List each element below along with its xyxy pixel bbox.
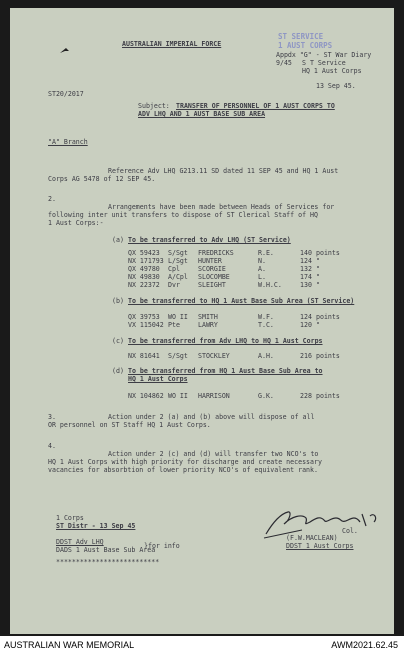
- reference-line-2: Corps AG 5478 of 12 SEP 45.: [48, 175, 156, 183]
- rank: Cpl: [168, 265, 180, 273]
- initials: W.H.C.: [258, 281, 282, 289]
- distribution-rule: **************************: [56, 558, 160, 566]
- points-value: 130: [300, 281, 312, 289]
- service-number: NX 22372: [128, 281, 160, 289]
- section-a-title: To be transferred to Adv LHQ (ST Service): [128, 236, 291, 244]
- service-number: VX 115042: [128, 321, 164, 329]
- initials: L.: [258, 273, 266, 281]
- paragraph-2-line-2: following inter unit transfers to dispose of ST Clerical Staff of HQ: [48, 211, 318, 219]
- rank: A/Cpl: [168, 273, 188, 281]
- section-b-label: (b): [112, 297, 124, 305]
- points-unit: points: [316, 352, 340, 360]
- paragraph-4-line-1: Action under 2 (c) and (d) will transfer two NCO's to: [108, 450, 319, 458]
- paragraph-2-line-3: 1 Aust Corps:-: [48, 219, 104, 227]
- section-d-title-2: HQ 1 Aust Corps: [128, 375, 188, 383]
- initials: T.C.: [258, 321, 274, 329]
- archive-footer: [0, 636, 404, 653]
- points-unit: ": [316, 273, 320, 281]
- service-number: NX 104862: [128, 392, 164, 400]
- rank: WO II: [168, 313, 188, 321]
- punch-hole-mark: [60, 48, 70, 54]
- signature-rank: Col.: [342, 527, 358, 535]
- unit-line-2: HQ 1 Aust Corps: [302, 67, 362, 75]
- force-heading: AUSTRALIAN IMPERIAL FORCE: [122, 40, 222, 48]
- points-unit: points: [316, 392, 340, 400]
- footer-institution: AUSTRALIAN WAR MEMORIAL: [4, 640, 135, 650]
- section-a-label: (a): [112, 236, 124, 244]
- paragraph-4-line-2: HQ 1 Aust Corps with high priority for discharge and create necessary: [48, 458, 322, 466]
- section-d-title-1: To be transferred from HQ 1 Aust Base Sub Area to: [128, 367, 323, 375]
- points-value: 124: [300, 313, 312, 321]
- rank: S/Sgt: [168, 352, 188, 360]
- surname: HUNTER: [198, 257, 222, 265]
- initials: W.F.: [258, 313, 274, 321]
- surname: HARRISON: [198, 392, 230, 400]
- table-row: [10, 266, 394, 273]
- initials: A.: [258, 265, 266, 273]
- subject-label: Subject:: [138, 102, 170, 110]
- paragraph-2-number: 2.: [48, 195, 56, 203]
- appendix-number: 9/45: [276, 59, 292, 67]
- signature-name: (F.W.MACLEAN): [286, 534, 338, 542]
- paragraph-4-number: 4.: [48, 442, 56, 450]
- branch-heading: "A" Branch: [48, 138, 88, 146]
- section-b-title: To be transferred to HQ 1 Aust Base Sub Area (ST Service): [128, 297, 355, 305]
- surname: LAWRY: [198, 321, 218, 329]
- surname: SLEIGHT: [198, 281, 226, 289]
- footer-accession: AWM2021.62.45: [331, 640, 398, 650]
- subject-line-1: TRANSFER OF PERSONNEL OF 1 AUST CORPS TO: [176, 102, 335, 110]
- points-unit: ": [316, 321, 320, 329]
- table-row: [10, 353, 394, 360]
- service-number: QX 59423: [128, 249, 160, 257]
- service-number: NX 171793: [128, 257, 164, 265]
- section-c-label: (c): [112, 337, 124, 345]
- paragraph-3-line-1: Action under 2 (a) and (b) above will dispose of all: [108, 413, 315, 421]
- section-d-label: (d): [112, 367, 124, 375]
- document-page: [10, 8, 394, 634]
- distribution-line-2: ST Distr - 13 Sep 45: [56, 522, 136, 530]
- service-stamp: [278, 32, 332, 50]
- service-number: NX 49830: [128, 273, 160, 281]
- paragraph-3-line-2: OR personnel on ST Staff HQ 1 Aust Corps.: [48, 421, 211, 429]
- subject-line-2: ADV LHQ AND 1 AUST BASE SUB AREA: [138, 110, 266, 118]
- distribution-line-1: 1 Corps: [56, 514, 84, 522]
- file-reference: ST20/2017: [48, 90, 84, 98]
- initials: R.E.: [258, 249, 274, 257]
- points-value: 132: [300, 265, 312, 273]
- distribution-brace: }for info: [144, 542, 180, 550]
- surname: SMITH: [198, 313, 218, 321]
- appendix-label: Appdx "G" - ST War Diary: [276, 51, 372, 59]
- points-value: 216: [300, 352, 312, 360]
- initials: N.: [258, 257, 266, 265]
- rank: Pte: [168, 321, 180, 329]
- points-unit: ": [316, 265, 320, 273]
- table-row: [10, 322, 394, 329]
- paragraph-4-line-3: vacancies for absorbtion of lower priority NCO's of equivalent rank.: [48, 466, 318, 474]
- surname: FREDRICKS: [198, 249, 234, 257]
- document-date: 13 Sep 45.: [316, 82, 356, 90]
- surname: STOCKLEY: [198, 352, 230, 360]
- table-row: [10, 282, 394, 289]
- points-unit: ": [316, 257, 320, 265]
- points-value: 174: [300, 273, 312, 281]
- rank: WO II: [168, 392, 188, 400]
- stamp-line-1: ST SERVICE: [278, 32, 324, 41]
- rank: L/Sgt: [168, 257, 188, 265]
- distribution-line-3: DDST Adv LHQ: [56, 538, 104, 546]
- table-row: [10, 393, 394, 400]
- points-unit: points: [316, 249, 340, 257]
- surname: SCORGIE: [198, 265, 226, 273]
- signature-appointment: DDST 1 Aust Corps: [286, 542, 354, 550]
- service-number: QX 39753: [128, 313, 160, 321]
- points-value: 140: [300, 249, 312, 257]
- service-number: NX 81641: [128, 352, 160, 360]
- paragraph-3-number: 3.: [48, 413, 56, 421]
- stamp-line-2: 1 AUST CORPS: [278, 41, 333, 50]
- rank: S/Sgt: [168, 249, 188, 257]
- distribution-line-4: DADS 1 Aust Base Sub Area: [56, 546, 156, 554]
- points-value: 228: [300, 392, 312, 400]
- unit-line-1: S T Service: [302, 59, 346, 67]
- points-unit: ": [316, 281, 320, 289]
- initials: A.H.: [258, 352, 274, 360]
- rank: Dvr: [168, 281, 180, 289]
- table-row: [10, 250, 394, 257]
- section-c-title: To be transferred from Adv LHQ to HQ 1 Aust Corps: [128, 337, 323, 345]
- reference-line-1: Reference Adv LHQ G213.11 SD dated 11 SEP 45 and HQ 1 Aust: [108, 167, 339, 175]
- points-value: 120: [300, 321, 312, 329]
- points-unit: points: [316, 313, 340, 321]
- table-row: [10, 274, 394, 281]
- points-value: 124: [300, 257, 312, 265]
- table-row: [10, 258, 394, 265]
- service-number: QX 49780: [128, 265, 160, 273]
- paragraph-2-line-1: Arrangements have been made between Heads of Services for: [108, 203, 335, 211]
- surname: SLOCOMBE: [198, 273, 230, 281]
- table-row: [10, 314, 394, 321]
- initials: G.K.: [258, 392, 274, 400]
